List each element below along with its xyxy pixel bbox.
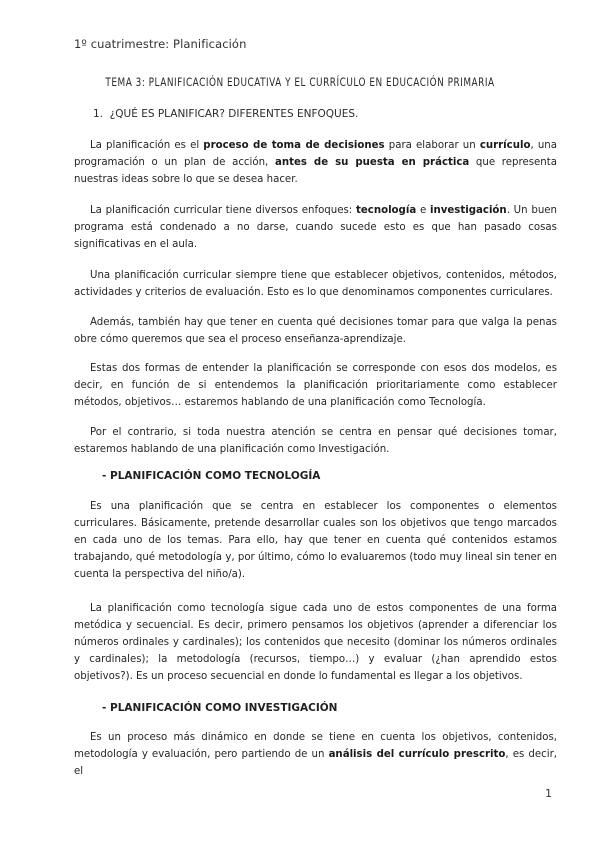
paragraph-technology-1: [74, 498, 557, 583]
text-run: Es un proceso más dinámico en donde se tiene en cuenta los objetivos, contenidos, metodología y evaluación, pero partiendo de un: [74, 732, 557, 760]
paragraph-technology-2: [74, 600, 557, 685]
text-run: . Un buen programa está condenado a no darse, cuando sucede esto es que han pasado cosas significativas en el aula.: [74, 205, 557, 250]
subheading-investigation: - PLANIFICACIÓN COMO INVESTIGACIÓN: [102, 702, 338, 714]
bold-run: análisis del currículo prescrito: [328, 749, 506, 760]
bold-run: proceso de toma de decisiones: [203, 140, 385, 151]
paragraph-investigation-intro: [74, 424, 557, 458]
section-number: 1.: [93, 108, 104, 120]
text-run: para elaborar un: [384, 140, 480, 151]
section-label: ¿QUÉ ES PLANIFICAR? DIFERENTES ENFOQUES.: [109, 108, 359, 120]
text-run: , es decir, el: [74, 749, 557, 777]
text-run: Es una planificación que se centra en establecer los componentes o elementos curriculares. Básicamente, pretende desarrollar cuales son los objetivos que tengo marcados en cada uno de los temas. Para ello, hay que tener en cuenta qué contenidos estamos trabajando, qué metodología y, por último, cómo lo evaluaremos (todo muy lineal sin tener en cuenta la perspectiva del niño/a).: [74, 501, 557, 580]
text-run: La planificación es el: [90, 140, 204, 151]
text-run: que representa nuestras ideas sobre lo que se desea hacer.: [74, 157, 557, 185]
text-run: , una programación o un plan de acción,: [74, 140, 557, 168]
bold-run: currículo: [479, 140, 531, 151]
paragraph-two-models: [74, 360, 557, 411]
paragraph-investigation-1: [74, 729, 557, 780]
page-header: 1º cuatrimestre: Planificación: [74, 37, 247, 51]
text-run: Estas dos formas de entender la planificación se corresponde con esos dos modelos, es decir, en función de si entendemos la planificación prioritariamente como establecer métodos, objetivos… estaremos hablando de una planificación como Tecnología.: [74, 363, 557, 408]
text-run: La planificación curricular tiene diversos enfoques:: [90, 205, 356, 216]
paragraph-definition: [74, 137, 557, 188]
paragraph-components: [74, 267, 557, 301]
subheading-technology: - PLANIFICACIÓN COMO TECNOLOGÍA: [102, 470, 321, 482]
bold-run: tecnología: [356, 205, 417, 216]
paragraph-decisions: [74, 314, 557, 348]
page-number: 1: [545, 787, 552, 800]
text-run: Además, también hay que tener en cuenta qué decisiones tomar para que valga la penas obre cómo queremos que sea el proceso enseñanza-aprendizaje.: [74, 317, 557, 345]
bold-run: investigación: [430, 205, 507, 216]
text-run: La planificación como tecnología sigue cada uno de estos componentes de una forma metódica y secuencial. Es decir, primero pensamos los objetivos (aprender a diferenciar los números ordinales y cardinales); los contenidos que necesito (dominar los números ordinales y cardinales); la metodología (recursos, tiempo…) y evaluar (¿han aprendido estos objetivos?). Es un proceso secuencial en donde lo fundamental es llegar a los objetivos.: [74, 603, 557, 682]
text-run: e: [416, 205, 431, 216]
bold-run: antes de su puesta en práctica: [274, 157, 470, 168]
text-run: Una planificación curricular siempre tiene que establecer objetivos, contenidos, métodos, actividades y criterios de evaluación. Esto es lo que denominamos componentes curriculares.: [74, 270, 557, 298]
text-run: Por el contrario, si toda nuestra atención se centra en pensar qué decisiones tomar, estaremos hablando de una planificación como Investigación.: [74, 427, 557, 455]
section-heading-1: [93, 108, 358, 120]
paragraph-approaches: [74, 202, 557, 253]
document-title: TEMA 3: PLANIFICACIÓN EDUCATIVA Y EL CURRÍCULO EN EDUCACIÓN PRIMARIA: [105, 75, 495, 89]
